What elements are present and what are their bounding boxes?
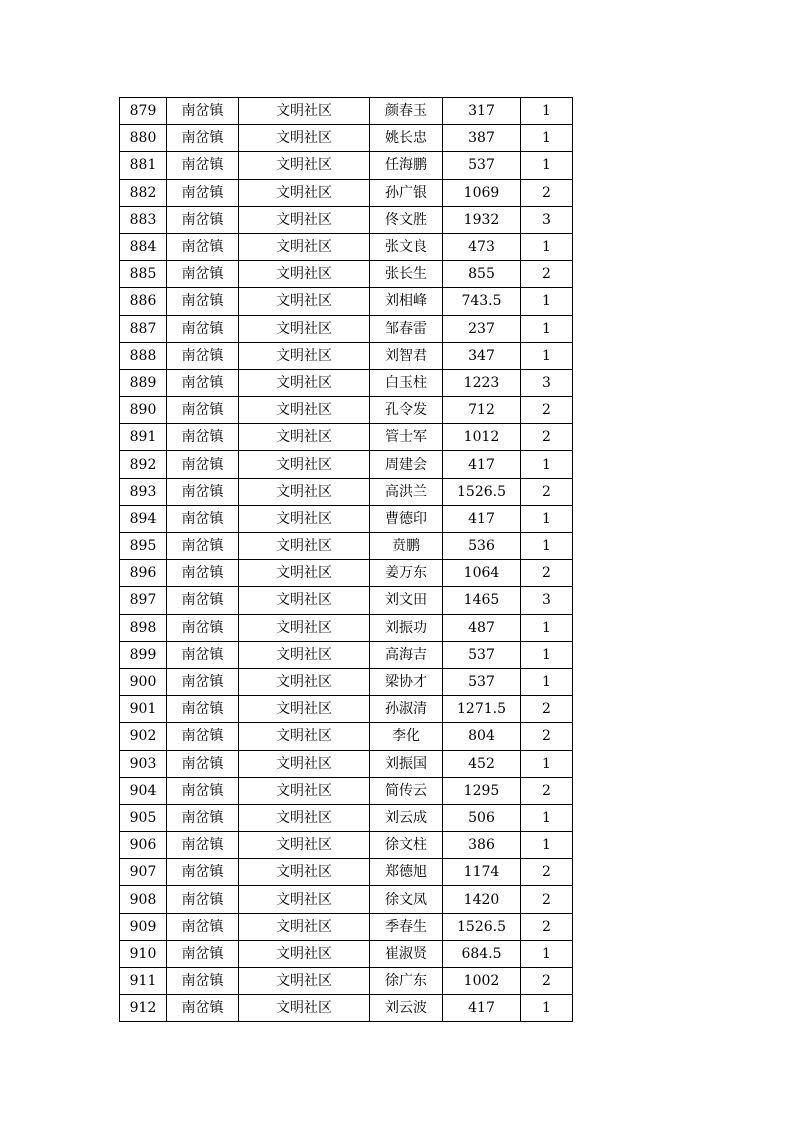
row-community-cell: 文明社区 xyxy=(239,397,370,424)
row-seq-cell: 901 xyxy=(120,696,167,723)
row-name-cell: 张文良 xyxy=(370,233,443,260)
row-name-cell: 刘云成 xyxy=(370,804,443,831)
row-count-cell: 2 xyxy=(521,179,573,206)
row-amount-cell: 1526.5 xyxy=(443,913,521,940)
row-seq-cell: 897 xyxy=(120,587,167,614)
row-name-cell: 佟文胜 xyxy=(370,206,443,233)
row-seq-cell: 911 xyxy=(120,968,167,995)
table-row xyxy=(120,533,573,560)
row-seq-cell: 887 xyxy=(120,315,167,342)
row-seq-cell: 912 xyxy=(120,995,167,1022)
table-row xyxy=(120,940,573,967)
row-seq-cell: 882 xyxy=(120,179,167,206)
row-community-cell: 文明社区 xyxy=(239,940,370,967)
row-amount-cell: 452 xyxy=(443,750,521,777)
row-community-cell: 文明社区 xyxy=(239,668,370,695)
row-count-cell: 1 xyxy=(521,315,573,342)
row-seq-cell: 892 xyxy=(120,451,167,478)
row-count-cell: 2 xyxy=(521,913,573,940)
row-count-cell: 1 xyxy=(521,98,573,125)
table-row xyxy=(120,968,573,995)
row-seq-cell: 883 xyxy=(120,206,167,233)
row-amount-cell: 684.5 xyxy=(443,940,521,967)
row-town-cell: 南岔镇 xyxy=(167,342,239,369)
row-amount-cell: 537 xyxy=(443,668,521,695)
row-town-cell: 南岔镇 xyxy=(167,750,239,777)
row-name-cell: 高海吉 xyxy=(370,641,443,668)
row-count-cell: 2 xyxy=(521,886,573,913)
row-community-cell: 文明社区 xyxy=(239,369,370,396)
roster-table-body xyxy=(120,98,573,1022)
row-town-cell: 南岔镇 xyxy=(167,832,239,859)
table-row xyxy=(120,641,573,668)
row-seq-cell: 881 xyxy=(120,152,167,179)
row-seq-cell: 891 xyxy=(120,424,167,451)
row-town-cell: 南岔镇 xyxy=(167,723,239,750)
row-name-cell: 徐广东 xyxy=(370,968,443,995)
row-amount-cell: 536 xyxy=(443,533,521,560)
row-community-cell: 文明社区 xyxy=(239,641,370,668)
row-count-cell: 1 xyxy=(521,940,573,967)
row-town-cell: 南岔镇 xyxy=(167,668,239,695)
row-name-cell: 刘云波 xyxy=(370,995,443,1022)
row-community-cell: 文明社区 xyxy=(239,233,370,260)
table-row xyxy=(120,478,573,505)
row-seq-cell: 889 xyxy=(120,369,167,396)
row-amount-cell: 1526.5 xyxy=(443,478,521,505)
row-count-cell: 1 xyxy=(521,804,573,831)
table-row xyxy=(120,261,573,288)
row-seq-cell: 903 xyxy=(120,750,167,777)
row-seq-cell: 910 xyxy=(120,940,167,967)
row-count-cell: 2 xyxy=(521,397,573,424)
row-count-cell: 1 xyxy=(521,505,573,532)
row-name-cell: 张长生 xyxy=(370,261,443,288)
row-community-cell: 文明社区 xyxy=(239,614,370,641)
row-community-cell: 文明社区 xyxy=(239,804,370,831)
row-community-cell: 文明社区 xyxy=(239,505,370,532)
row-amount-cell: 1223 xyxy=(443,369,521,396)
row-count-cell: 1 xyxy=(521,832,573,859)
row-town-cell: 南岔镇 xyxy=(167,288,239,315)
row-name-cell: 徐文凤 xyxy=(370,886,443,913)
table-row xyxy=(120,369,573,396)
row-community-cell: 文明社区 xyxy=(239,152,370,179)
table-row xyxy=(120,995,573,1022)
row-amount-cell: 387 xyxy=(443,125,521,152)
row-count-cell: 1 xyxy=(521,152,573,179)
row-name-cell: 高洪兰 xyxy=(370,478,443,505)
row-community-cell: 文明社区 xyxy=(239,587,370,614)
row-seq-cell: 898 xyxy=(120,614,167,641)
row-town-cell: 南岔镇 xyxy=(167,424,239,451)
table-row xyxy=(120,505,573,532)
table-row xyxy=(120,152,573,179)
row-amount-cell: 1295 xyxy=(443,777,521,804)
row-town-cell: 南岔镇 xyxy=(167,560,239,587)
row-seq-cell: 907 xyxy=(120,859,167,886)
row-name-cell: 刘振功 xyxy=(370,614,443,641)
row-count-cell: 2 xyxy=(521,478,573,505)
row-amount-cell: 1465 xyxy=(443,587,521,614)
row-amount-cell: 1174 xyxy=(443,859,521,886)
row-name-cell: 姚长忠 xyxy=(370,125,443,152)
row-name-cell: 贲鹏 xyxy=(370,533,443,560)
row-community-cell: 文明社区 xyxy=(239,451,370,478)
row-community-cell: 文明社区 xyxy=(239,886,370,913)
row-seq-cell: 884 xyxy=(120,233,167,260)
row-community-cell: 文明社区 xyxy=(239,179,370,206)
table-row xyxy=(120,696,573,723)
table-row xyxy=(120,342,573,369)
row-town-cell: 南岔镇 xyxy=(167,859,239,886)
row-town-cell: 南岔镇 xyxy=(167,696,239,723)
table-row xyxy=(120,397,573,424)
row-seq-cell: 888 xyxy=(120,342,167,369)
row-name-cell: 孙淑清 xyxy=(370,696,443,723)
row-seq-cell: 880 xyxy=(120,125,167,152)
row-name-cell: 梁协才 xyxy=(370,668,443,695)
row-count-cell: 2 xyxy=(521,777,573,804)
table-row xyxy=(120,668,573,695)
row-count-cell: 2 xyxy=(521,696,573,723)
row-name-cell: 邹春雷 xyxy=(370,315,443,342)
row-amount-cell: 1002 xyxy=(443,968,521,995)
row-seq-cell: 899 xyxy=(120,641,167,668)
row-name-cell: 刘文田 xyxy=(370,587,443,614)
row-name-cell: 周建会 xyxy=(370,451,443,478)
row-seq-cell: 879 xyxy=(120,98,167,125)
row-count-cell: 1 xyxy=(521,233,573,260)
row-count-cell: 2 xyxy=(521,968,573,995)
row-name-cell: 白玉柱 xyxy=(370,369,443,396)
row-amount-cell: 506 xyxy=(443,804,521,831)
row-community-cell: 文明社区 xyxy=(239,424,370,451)
row-name-cell: 刘相峰 xyxy=(370,288,443,315)
table-row xyxy=(120,777,573,804)
table-row xyxy=(120,315,573,342)
row-name-cell: 刘智君 xyxy=(370,342,443,369)
row-name-cell: 孙广银 xyxy=(370,179,443,206)
row-name-cell: 任海鹏 xyxy=(370,152,443,179)
table-row xyxy=(120,614,573,641)
row-community-cell: 文明社区 xyxy=(239,777,370,804)
row-amount-cell: 473 xyxy=(443,233,521,260)
row-town-cell: 南岔镇 xyxy=(167,968,239,995)
row-name-cell: 李化 xyxy=(370,723,443,750)
row-town-cell: 南岔镇 xyxy=(167,587,239,614)
row-name-cell: 徐文柱 xyxy=(370,832,443,859)
row-town-cell: 南岔镇 xyxy=(167,777,239,804)
row-amount-cell: 855 xyxy=(443,261,521,288)
row-name-cell: 简传云 xyxy=(370,777,443,804)
row-community-cell: 文明社区 xyxy=(239,98,370,125)
row-town-cell: 南岔镇 xyxy=(167,913,239,940)
row-name-cell: 曹德印 xyxy=(370,505,443,532)
row-seq-cell: 909 xyxy=(120,913,167,940)
row-seq-cell: 893 xyxy=(120,478,167,505)
row-town-cell: 南岔镇 xyxy=(167,206,239,233)
row-community-cell: 文明社区 xyxy=(239,533,370,560)
row-amount-cell: 1012 xyxy=(443,424,521,451)
row-town-cell: 南岔镇 xyxy=(167,641,239,668)
row-name-cell: 刘振国 xyxy=(370,750,443,777)
row-seq-cell: 906 xyxy=(120,832,167,859)
row-count-cell: 3 xyxy=(521,369,573,396)
row-community-cell: 文明社区 xyxy=(239,206,370,233)
row-town-cell: 南岔镇 xyxy=(167,179,239,206)
row-amount-cell: 417 xyxy=(443,451,521,478)
row-town-cell: 南岔镇 xyxy=(167,614,239,641)
row-community-cell: 文明社区 xyxy=(239,261,370,288)
row-count-cell: 2 xyxy=(521,723,573,750)
row-community-cell: 文明社区 xyxy=(239,832,370,859)
row-amount-cell: 712 xyxy=(443,397,521,424)
table-row xyxy=(120,451,573,478)
row-name-cell: 季春生 xyxy=(370,913,443,940)
row-amount-cell: 1271.5 xyxy=(443,696,521,723)
row-town-cell: 南岔镇 xyxy=(167,505,239,532)
row-count-cell: 1 xyxy=(521,641,573,668)
row-seq-cell: 885 xyxy=(120,261,167,288)
row-seq-cell: 908 xyxy=(120,886,167,913)
row-town-cell: 南岔镇 xyxy=(167,152,239,179)
table-row xyxy=(120,288,573,315)
row-count-cell: 1 xyxy=(521,125,573,152)
table-row xyxy=(120,125,573,152)
row-count-cell: 3 xyxy=(521,206,573,233)
row-seq-cell: 886 xyxy=(120,288,167,315)
row-town-cell: 南岔镇 xyxy=(167,98,239,125)
table-row xyxy=(120,832,573,859)
row-count-cell: 1 xyxy=(521,451,573,478)
table-row xyxy=(120,886,573,913)
row-town-cell: 南岔镇 xyxy=(167,233,239,260)
row-town-cell: 南岔镇 xyxy=(167,886,239,913)
row-name-cell: 孔令发 xyxy=(370,397,443,424)
row-count-cell: 2 xyxy=(521,261,573,288)
table-row xyxy=(120,723,573,750)
table-row xyxy=(120,913,573,940)
row-amount-cell: 237 xyxy=(443,315,521,342)
row-community-cell: 文明社区 xyxy=(239,342,370,369)
row-community-cell: 文明社区 xyxy=(239,750,370,777)
row-community-cell: 文明社区 xyxy=(239,723,370,750)
table-row xyxy=(120,750,573,777)
row-community-cell: 文明社区 xyxy=(239,859,370,886)
table-row xyxy=(120,560,573,587)
table-row xyxy=(120,233,573,260)
row-community-cell: 文明社区 xyxy=(239,560,370,587)
row-amount-cell: 386 xyxy=(443,832,521,859)
row-amount-cell: 537 xyxy=(443,641,521,668)
row-amount-cell: 804 xyxy=(443,723,521,750)
row-seq-cell: 902 xyxy=(120,723,167,750)
row-count-cell: 3 xyxy=(521,587,573,614)
row-amount-cell: 417 xyxy=(443,505,521,532)
row-community-cell: 文明社区 xyxy=(239,913,370,940)
row-community-cell: 文明社区 xyxy=(239,696,370,723)
table-row xyxy=(120,206,573,233)
row-seq-cell: 905 xyxy=(120,804,167,831)
row-town-cell: 南岔镇 xyxy=(167,804,239,831)
row-count-cell: 1 xyxy=(521,288,573,315)
row-count-cell: 1 xyxy=(521,533,573,560)
row-count-cell: 2 xyxy=(521,859,573,886)
row-seq-cell: 894 xyxy=(120,505,167,532)
row-town-cell: 南岔镇 xyxy=(167,261,239,288)
row-town-cell: 南岔镇 xyxy=(167,315,239,342)
row-count-cell: 1 xyxy=(521,342,573,369)
row-amount-cell: 1064 xyxy=(443,560,521,587)
row-amount-cell: 487 xyxy=(443,614,521,641)
row-name-cell: 郑德旭 xyxy=(370,859,443,886)
row-count-cell: 2 xyxy=(521,424,573,451)
table-row xyxy=(120,859,573,886)
row-seq-cell: 890 xyxy=(120,397,167,424)
table-row xyxy=(120,424,573,451)
row-community-cell: 文明社区 xyxy=(239,968,370,995)
row-amount-cell: 1420 xyxy=(443,886,521,913)
row-amount-cell: 317 xyxy=(443,98,521,125)
row-amount-cell: 1069 xyxy=(443,179,521,206)
row-town-cell: 南岔镇 xyxy=(167,533,239,560)
row-community-cell: 文明社区 xyxy=(239,125,370,152)
row-count-cell: 1 xyxy=(521,668,573,695)
row-community-cell: 文明社区 xyxy=(239,995,370,1022)
row-name-cell: 颜春玉 xyxy=(370,98,443,125)
row-count-cell: 1 xyxy=(521,995,573,1022)
table-row xyxy=(120,179,573,206)
row-count-cell: 2 xyxy=(521,560,573,587)
row-amount-cell: 743.5 xyxy=(443,288,521,315)
roster-table xyxy=(119,97,573,1022)
row-town-cell: 南岔镇 xyxy=(167,478,239,505)
table-row xyxy=(120,98,573,125)
table-row xyxy=(120,804,573,831)
row-town-cell: 南岔镇 xyxy=(167,125,239,152)
row-seq-cell: 900 xyxy=(120,668,167,695)
row-name-cell: 姜万东 xyxy=(370,560,443,587)
row-name-cell: 管士军 xyxy=(370,424,443,451)
row-town-cell: 南岔镇 xyxy=(167,369,239,396)
row-seq-cell: 896 xyxy=(120,560,167,587)
row-seq-cell: 904 xyxy=(120,777,167,804)
row-community-cell: 文明社区 xyxy=(239,315,370,342)
row-name-cell: 崔淑贤 xyxy=(370,940,443,967)
row-amount-cell: 347 xyxy=(443,342,521,369)
row-amount-cell: 1932 xyxy=(443,206,521,233)
table-row xyxy=(120,587,573,614)
row-count-cell: 1 xyxy=(521,750,573,777)
row-amount-cell: 537 xyxy=(443,152,521,179)
row-amount-cell: 417 xyxy=(443,995,521,1022)
row-town-cell: 南岔镇 xyxy=(167,451,239,478)
row-town-cell: 南岔镇 xyxy=(167,397,239,424)
row-community-cell: 文明社区 xyxy=(239,478,370,505)
row-count-cell: 1 xyxy=(521,614,573,641)
row-community-cell: 文明社区 xyxy=(239,288,370,315)
row-town-cell: 南岔镇 xyxy=(167,940,239,967)
row-seq-cell: 895 xyxy=(120,533,167,560)
row-town-cell: 南岔镇 xyxy=(167,995,239,1022)
